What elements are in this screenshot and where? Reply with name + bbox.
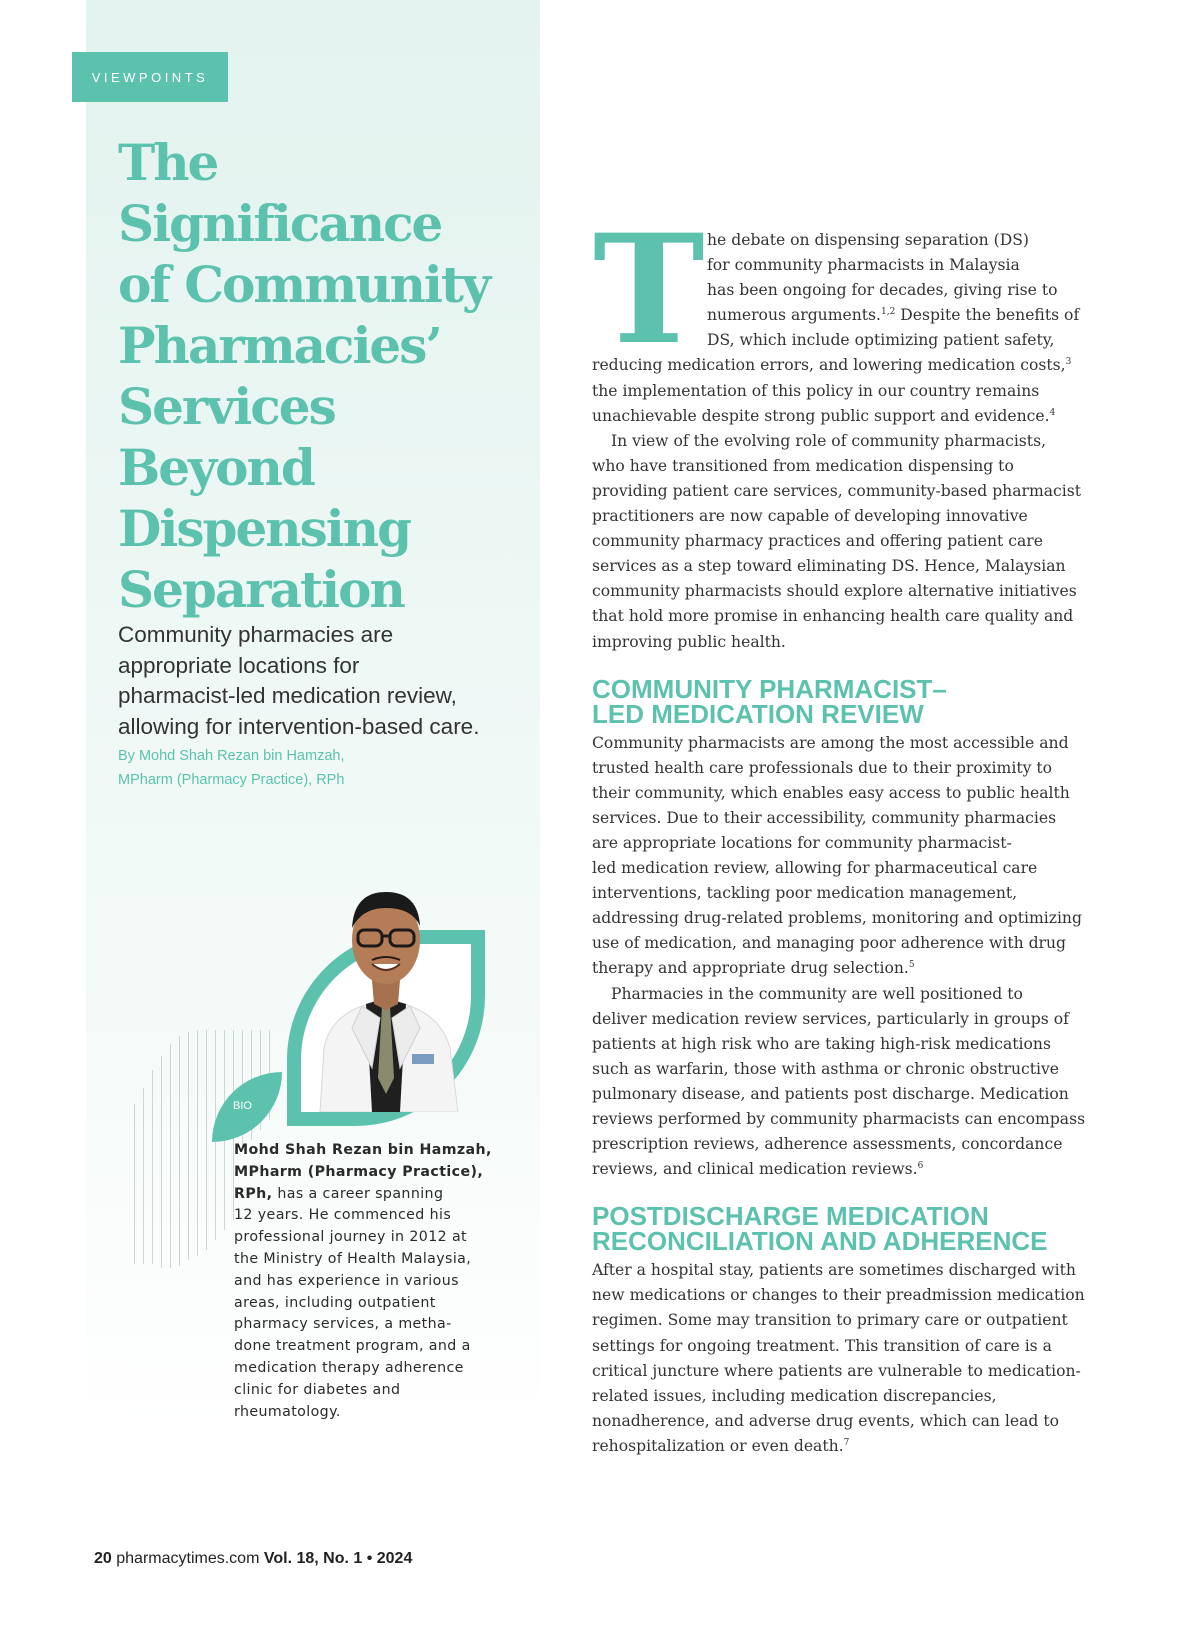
headline-line: of Community (118, 255, 490, 314)
headline-line: Significance (118, 194, 442, 253)
bio-line: pharmacy services, a metha- (234, 1316, 452, 1333)
paragraph-4 (592, 982, 1092, 1183)
bio-line: professional journey in 2012 at (234, 1229, 468, 1246)
deck-line: Community pharmacies are (118, 622, 394, 647)
paragraph-1 (592, 228, 1092, 429)
bio-label: BIO (233, 1100, 252, 1112)
body-line: the implementation of this policy in our country remains (592, 381, 1040, 400)
bio-line: rheumatology. (234, 1403, 341, 1420)
reference: 7 (843, 1437, 850, 1448)
headline-line: Pharmacies’ (118, 316, 441, 375)
byline (118, 744, 528, 792)
footer-issue: Vol. 18, No. 1 • 2024 (263, 1550, 413, 1567)
paragraph-5 (592, 1258, 1092, 1459)
bio-name-line: Mohd Shah Rezan bin Hamzah, (234, 1142, 492, 1158)
body-line: services. Due to their accessibility, community pharmacies (592, 808, 1057, 827)
body-line: for community pharmacists in Malaysia (707, 256, 1020, 275)
body-line: prescription reviews, adherence assessments, concordance (592, 1135, 1063, 1154)
body-line: that hold more promise in enhancing health care quality and (592, 607, 1074, 626)
body-line: new medications or changes to their preadmission medication (592, 1286, 1085, 1305)
body-line: reviews, and clinical medication reviews.$^6$ (592, 1160, 924, 1179)
body-line: patients at high risk who are taking high-risk medications (592, 1034, 1051, 1053)
section-tag: VIEWPOINTS (72, 52, 228, 102)
reference: 6 (917, 1161, 924, 1172)
body-line: pulmonary disease, and patients post discharge. Medication (592, 1084, 1069, 1103)
drop-cap: T (593, 202, 705, 378)
reference: 3 (1065, 357, 1072, 368)
headline (118, 132, 538, 620)
body-line: community pharmacists should explore alternative initiatives (592, 582, 1077, 601)
paragraph-3 (592, 731, 1092, 982)
article-body (592, 228, 1092, 1459)
body-line: interventions, tackling poor medication management, (592, 884, 1018, 903)
body-line: deliver medication review services, particularly in groups of (592, 1009, 1069, 1028)
body-line: he debate on dispensing separation (DS) (707, 231, 1030, 249)
body-line: settings for ongoing treatment. This transition of care is a (592, 1336, 1052, 1355)
body-line: regimen. Some may transition to primary care or outpatient (592, 1311, 1068, 1330)
reference: 1,2 (881, 307, 896, 318)
deck (118, 620, 528, 742)
body-line: use of medication, and managing poor adherence with drug (592, 934, 1067, 953)
author-portrait (300, 868, 472, 1112)
body-line: trusted health care professionals due to their proximity to (592, 758, 1053, 777)
body-line: In view of the evolving role of community pharmacists, (611, 431, 1047, 450)
bio-name-line: MPharm (Pharmacy Practice), (234, 1163, 484, 1180)
bio-line: and has experience in various (234, 1272, 459, 1289)
body-line: has been ongoing for decades, giving rise to (707, 281, 1058, 300)
body-line: are appropriate locations for community pharmacist- (592, 833, 1012, 852)
body-line: services as a step toward eliminating DS. Hence, Malaysian (592, 557, 1066, 576)
subhead-postdischarge: POSTDISCHARGE MEDICATION RECONCILIATION AND ADHERENCE (592, 1201, 1048, 1257)
deck-line: pharmacist-led medication review, (118, 683, 457, 708)
reference: 5 (908, 960, 915, 971)
bio-line: medication therapy adherence (234, 1359, 464, 1376)
body-line: led medication review, allowing for pharmaceutical care (592, 859, 1038, 878)
body-line: DS, which include optimizing patient safety, (707, 331, 1055, 350)
body-line: unachievable despite strong public support and evidence.$^4$ (592, 406, 1056, 425)
body-line: reducing medication errors, and lowering medication costs,$^3$ (592, 356, 1072, 375)
body-line: providing patient care services, community-based pharmacist (592, 481, 1082, 500)
byline-line: By Mohd Shah Rezan bin Hamzah, (118, 748, 345, 764)
bio-line: areas, including outpatient (234, 1294, 436, 1311)
subhead-medication-review: COMMUNITY PHARMACIST– LED MEDICATION REVIEW (592, 673, 947, 729)
body-line: numerous arguments.$^{1,2}$ Despite the benefits of (707, 306, 1080, 325)
reference: 4 (1049, 407, 1056, 418)
body-line: reviews performed by community pharmacists can encompass (592, 1110, 1086, 1128)
body-line: their community, which enables easy access to public health (592, 783, 1070, 802)
body-line: critical juncture where patients are vulnerable to medication- (592, 1361, 1081, 1380)
body-line: who have transitioned from medication dispensing to (592, 456, 1014, 475)
headline-line: Separation (118, 560, 404, 619)
body-line: practitioners are now capable of developing innovative (592, 507, 1028, 526)
body-line: addressing drug-related problems, monitoring and optimizing (592, 909, 1082, 928)
bio-name-line: RPh, has a career spanning (234, 1185, 444, 1202)
body-line: Pharmacies in the community are well positioned to (611, 984, 1023, 1003)
page-number: 20 (94, 1550, 112, 1567)
bio-line: 12 years. He commenced his (234, 1207, 452, 1224)
body-line: rehospitalization or even death.$^7$ (592, 1436, 850, 1455)
headline-line: Services (118, 377, 335, 436)
headline-line: The (118, 133, 218, 192)
bio-line: clinic for diabetes and (234, 1381, 401, 1398)
body-line: nonadherence, and adverse drug events, which can lead to (592, 1411, 1060, 1430)
byline-line: MPharm (Pharmacy Practice), RPh (118, 772, 345, 788)
bio-line: the Ministry of Health Malaysia, (234, 1250, 472, 1267)
deck-line: appropriate locations for (118, 652, 360, 678)
bio-text (234, 1140, 494, 1423)
footer-site: pharmacytimes.com (116, 1550, 260, 1567)
bio-line: done treatment program, and a (234, 1338, 471, 1355)
body-line: related issues, including medication discrepancies, (592, 1386, 997, 1405)
body-line: such as warfarin, those with asthma or chronic obstructive (592, 1059, 1060, 1078)
headline-line: Beyond (118, 438, 314, 497)
page-footer (94, 1550, 412, 1568)
body-line: Community pharmacists are among the most accessible and (592, 733, 1069, 752)
body-line: improving public health. (592, 632, 786, 651)
body-line: After a hospital stay, patients are sometimes discharged with (592, 1261, 1076, 1280)
paragraph-2 (592, 429, 1092, 655)
deck-line: allowing for intervention-based care. (118, 713, 480, 739)
body-line: community pharmacy practices and offering patient care (592, 532, 1043, 551)
body-line: therapy and appropriate drug selection.$^5$ (592, 959, 915, 978)
headline-line: Dispensing (118, 499, 411, 558)
